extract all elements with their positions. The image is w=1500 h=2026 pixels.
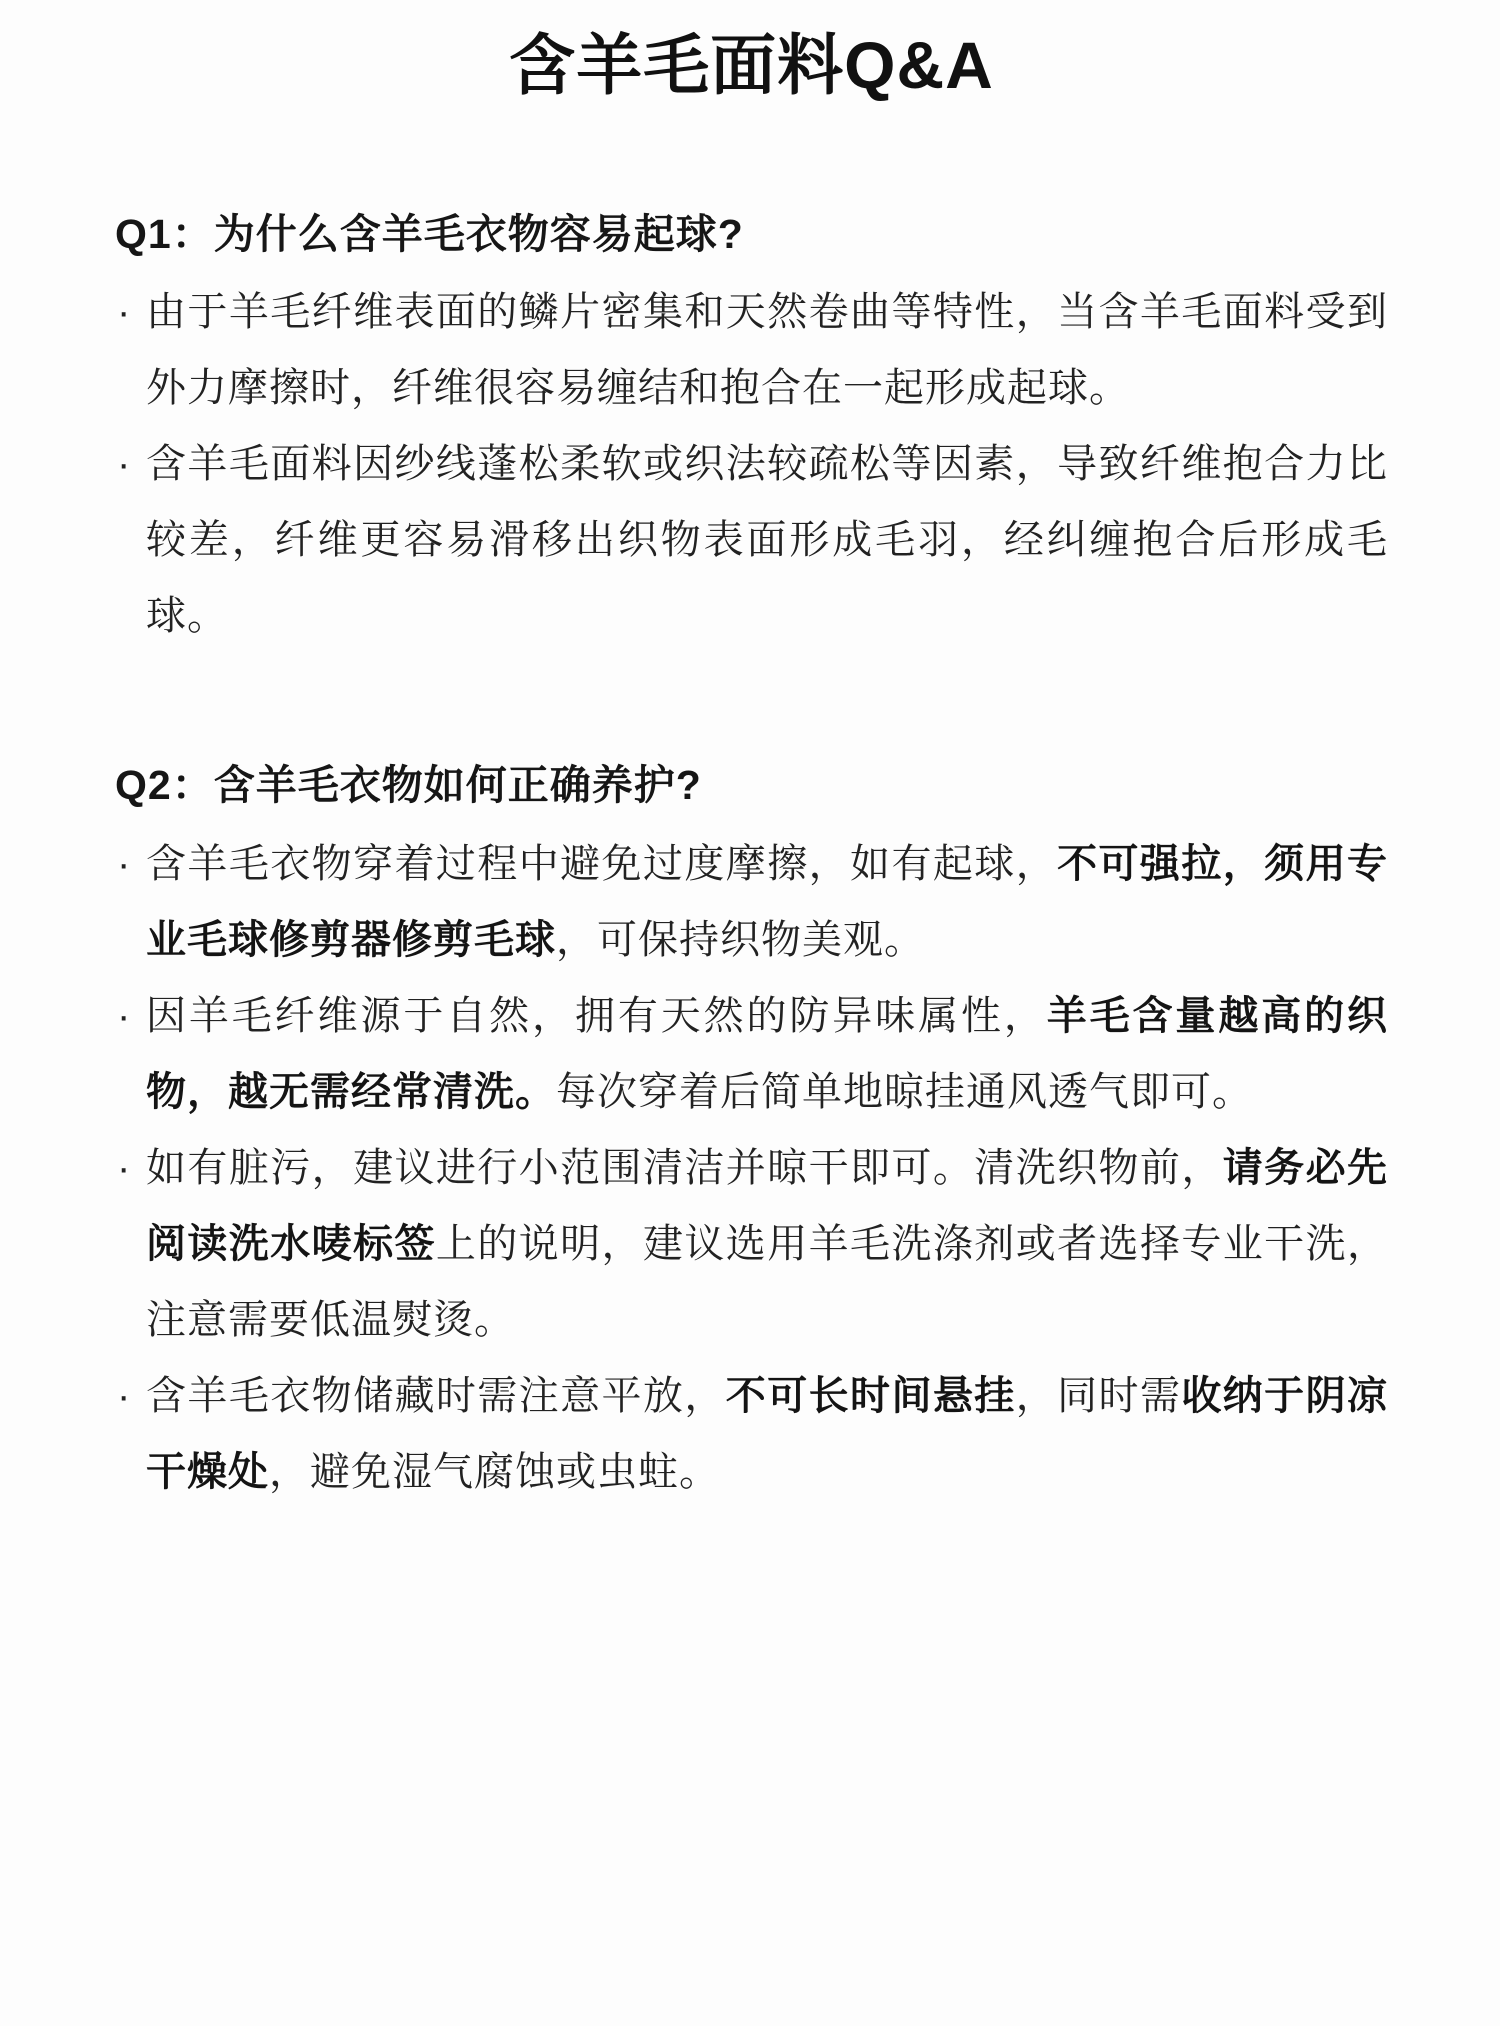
bullet-text: 每次穿着后简单地晾挂通风透气即可。 <box>556 1069 1253 1114</box>
bullet-dot-icon: · <box>117 1145 132 1190</box>
bullet-text: 含羊毛衣物储藏时需注意平放， <box>146 1373 726 1418</box>
bullet-text: ，避免湿气腐蚀或虫蛀。 <box>269 1449 720 1494</box>
bullet-item <box>115 826 1388 978</box>
bullet-text-bold: 收纳于阴凉干燥处 <box>146 1373 1389 1494</box>
bullet-text: ，可保持织物美观。 <box>556 917 925 962</box>
bullet-dot-icon: · <box>117 1373 132 1418</box>
bullet-item <box>115 1130 1388 1358</box>
qa-section-q1 <box>115 209 1388 654</box>
bullet-item <box>115 274 1388 426</box>
bullet-text: ，同时需 <box>1015 1373 1182 1418</box>
document-page <box>0 26 1500 1510</box>
bullet-text: 如有脏污，建议进行小范围清洁并晾干即可。清洗织物前， <box>146 1145 1223 1190</box>
answer-bullet-list-q1 <box>115 274 1388 654</box>
question-heading-q1: Q1：为什么含羊毛衣物容易起球? <box>115 211 744 258</box>
page-title: 含羊毛面料Q&A <box>509 28 994 102</box>
bullet-text: 因羊毛纤维源于自然，拥有天然的防异味属性， <box>146 993 1047 1038</box>
bullet-dot-icon: · <box>117 290 132 335</box>
bullet-text-bold: 请务必先阅读洗水唛标签 <box>146 1145 1389 1266</box>
bullet-dot-icon: · <box>117 993 132 1038</box>
bullet-item <box>115 1358 1388 1510</box>
bullet-dot-icon: · <box>117 442 132 487</box>
qa-section-q2 <box>115 760 1388 1509</box>
bullet-text: 由于羊毛纤维表面的鳞片密集和天然卷曲等特性，当含羊毛面料受到外力摩擦时，纤维很容易缠结和抱合在一起形成起球。 <box>146 290 1388 411</box>
bullet-dot-icon: · <box>117 841 132 886</box>
bullet-item <box>115 426 1388 654</box>
bullet-text-bold: 羊毛含量越高的织物，越无需经常清洗。 <box>146 993 1388 1114</box>
bullet-text: 含羊毛衣物穿着过程中避免过度摩擦，如有起球， <box>146 841 1058 886</box>
bullet-text-bold: 不可长时间悬挂 <box>725 1373 1016 1418</box>
bullet-text-bold: 不可强拉，须用专业毛球修剪器修剪毛球 <box>146 841 1389 962</box>
bullet-item <box>115 978 1388 1130</box>
question-heading-q2: Q2：含羊毛衣物如何正确养护? <box>115 762 702 809</box>
bullet-text: 含羊毛面料因纱线蓬松柔软或织法较疏松等因素，导致纤维抱合力比较差，纤维更容易滑移出织物表面形成毛羽，经纠缠抱合后形成毛球。 <box>146 442 1388 639</box>
bullet-text: 上的说明，建议选用羊毛洗涤剂或者选择专业干洗，注意需要低温熨烫。 <box>146 1221 1389 1342</box>
answer-bullet-list-q2 <box>115 826 1388 1510</box>
